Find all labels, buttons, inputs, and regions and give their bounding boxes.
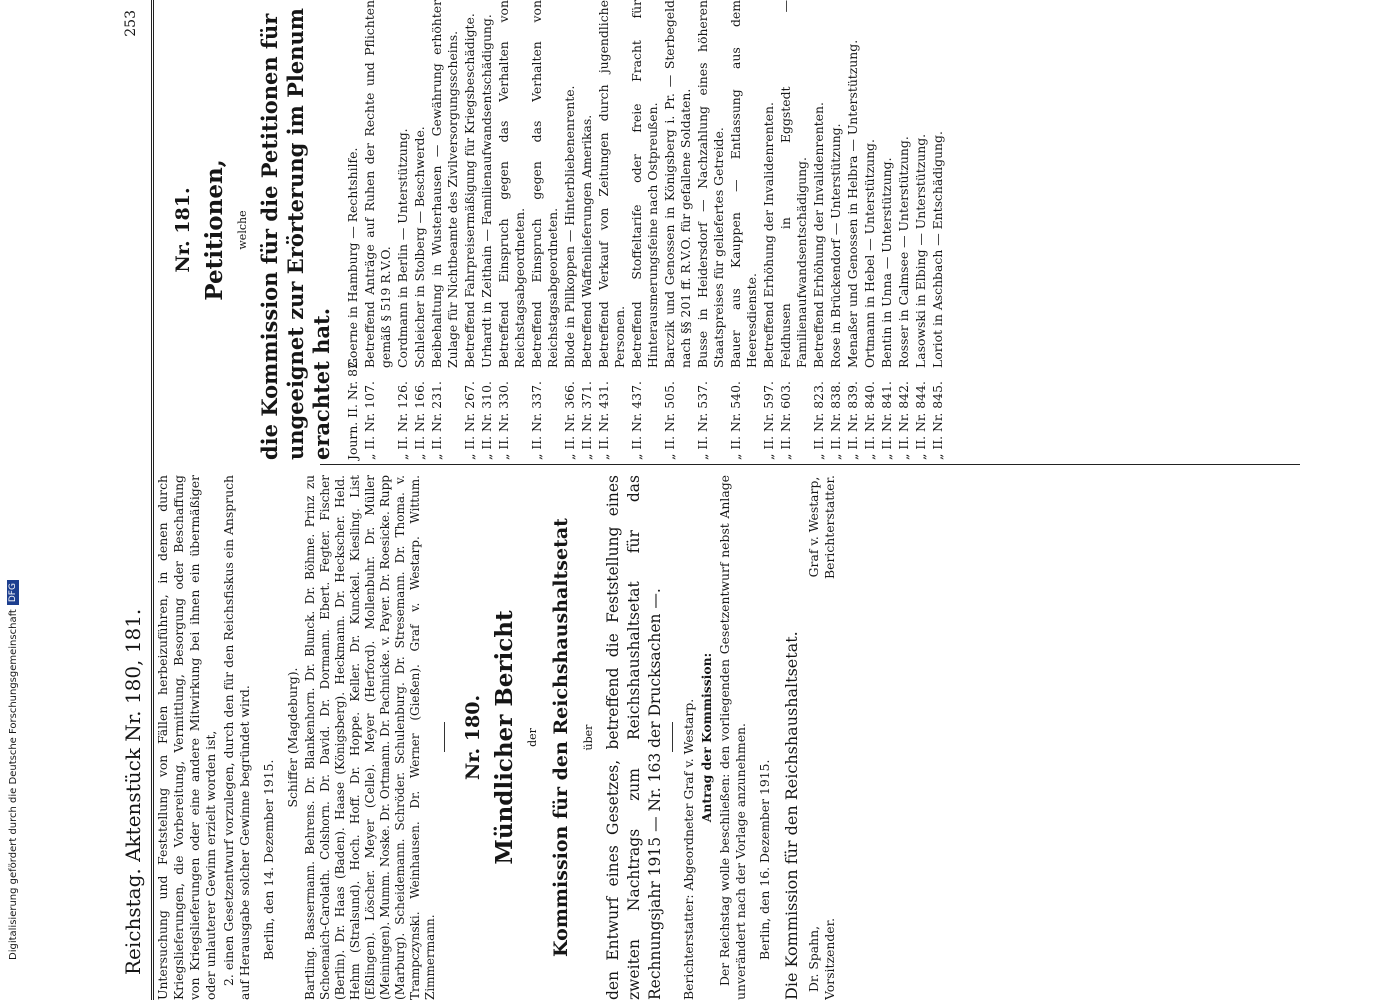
petition-text: Betreffend Waffenlieferungen Amerikas. xyxy=(579,114,594,368)
doc-181-title: Petitionen, xyxy=(201,159,228,301)
petition-row xyxy=(629,0,661,460)
petition-text: Betreffend Erhöhung der Invalidenrenten. xyxy=(811,102,826,368)
petition-text: Rose in Brückendorf — Unterstützung. xyxy=(828,123,843,368)
first-signer: Schiffer (Magdeburg). xyxy=(285,667,300,808)
petition-text: Menaßer und Genossen in Helbra — Unterstützung. xyxy=(845,39,860,368)
petition-row xyxy=(529,0,561,460)
petition-ref: „ II. Nr. 842. xyxy=(896,381,911,460)
petition-ref: „ II. Nr. 310. xyxy=(479,381,494,460)
scanned-page xyxy=(115,0,1340,1000)
petition-row xyxy=(496,0,528,460)
doc-180-title: Mündlicher Bericht xyxy=(491,610,518,865)
petition-text: Barczik und Genossen in Königsberg i. Pr. — Sterbegeld nach §§ 201 ff. R.V.O. für gefallene Soldaten. xyxy=(662,0,693,368)
doc-180-subject: den Entwurf eines Gesetzes, betreffend die Feststellung eines zweiten Nachtrags zum Reichshaushaltsetat für das Rechnungsjahr 1915 — Nr. 163 der Drucksachen —. xyxy=(604,475,664,1000)
chair-name: Dr. Spahn, xyxy=(806,925,821,992)
petition-ref: „ II. Nr. 603. xyxy=(778,381,793,460)
reporter-name: Graf v. Westarp, xyxy=(806,476,821,578)
petition-text: Goerne in Hamburg — Rechtshilfe. xyxy=(345,147,360,368)
petition-ref: „ II. Nr. 126. xyxy=(395,381,410,460)
petition-ref: „ II. Nr. 540. xyxy=(728,381,743,460)
petition-text: Betreffend Erhöhung der Invalidenrenten. xyxy=(761,102,776,368)
petition-row xyxy=(879,0,895,460)
petition-ref: „ II. Nr. 537. xyxy=(695,381,710,460)
petition-ref: „ II. Nr. 437. xyxy=(629,381,644,460)
petition-text: Bauer aus Kauppen — Entlassung aus dem Heeresdienste. xyxy=(728,0,759,368)
page-number: 253 xyxy=(123,10,139,37)
petition-row xyxy=(930,0,946,460)
petition-text: Rosser in Calmsee — Unterstützung. xyxy=(896,136,911,368)
petition-row xyxy=(479,0,495,460)
petition-row xyxy=(862,0,878,460)
petition-text: Busse in Heidersdorf — Nachzahlung eines höheren Staatspreises für geliefertes Getreide. xyxy=(695,0,726,368)
petition-text: Betreffend Einspruch gegen das Verhalten von Reichstagsabgeordneten. xyxy=(529,0,560,368)
petition-ref: „ II. Nr. 371. xyxy=(579,381,594,460)
petition-text: Cordmann in Berlin — Unterstützung. xyxy=(395,128,410,368)
petition-text: Betreffend Verkauf von Zeitungen durch jugendliche Personen. xyxy=(596,0,627,368)
doc-181-welche: welche xyxy=(236,210,249,250)
petition-ref: „ II. Nr. 166. xyxy=(412,381,427,460)
petition-ref: „ II. Nr. 366. xyxy=(562,381,577,460)
petition-row xyxy=(462,0,478,460)
petition-text: Beibehaltung in Wusterhausen — Gewährung erhöhter Zulage für Nichtbeamte des Zivilversorgungsscheins. xyxy=(429,0,460,368)
petition-row xyxy=(811,0,827,460)
doc-180-ueber: über xyxy=(582,724,595,751)
doc-181-heading: die Kommission für die Petitionen für ungeeignet zur Erörterung im Plenum erachtet hat. xyxy=(257,7,334,460)
signatures xyxy=(806,475,838,1000)
credit-text: Digitalisierung gefördert durch die Deutsche Forschungsgemeinschaft xyxy=(8,609,19,960)
doc-181-number: Nr. 181. xyxy=(172,187,194,273)
petition-ref: „ II. Nr. 840. xyxy=(862,381,877,460)
petition-text: Betreffend Stoffeltarife oder freie Fracht für Hinterausmerungsfeine nach Ostpreußen. xyxy=(629,0,660,368)
page-header xyxy=(115,0,150,1000)
column-divider xyxy=(320,464,1300,465)
doc-180-der: der xyxy=(526,728,539,747)
petition-ref: „ II. Nr. 844. xyxy=(913,381,928,460)
petition-text: Betreffend Anträge auf Ruhen der Rechte und Pflichten gemäß § 519 R.V.O. xyxy=(362,0,393,368)
petition-row xyxy=(778,0,810,460)
petition-ref: „ II. Nr. 839. xyxy=(845,381,860,460)
petition-ref: „ II. Nr. 597. xyxy=(761,381,776,460)
header-rule xyxy=(151,0,154,1000)
petition-row xyxy=(395,0,411,460)
petition-row xyxy=(579,0,595,460)
signature-chair xyxy=(806,918,838,1000)
petition-ref: „ II. Nr. 337. xyxy=(529,381,544,460)
petition-row xyxy=(596,0,628,460)
chair-role: Vorsitzender. xyxy=(822,917,837,1000)
petition-ref: „ II. Nr. 231. xyxy=(429,381,444,460)
petition-text: Urhardt in Zeithain — Familienaufwandsentschädigung. xyxy=(479,14,494,368)
intro-paragraph-1: Untersuchung und Feststellung von Fällen herbeizuführen, in denen durch Kriegslieferungen, die Vorbereitung, Vermittlung, Besorgung oder Beschaffung von Kriegslieferungen oder eine andere Mitwirkung bei ihnen ein übermäßiger oder unlauterer Gewinn erzielt worden ist, xyxy=(155,475,218,1000)
dfg-logo: DFG xyxy=(7,580,19,605)
column-nr-180 xyxy=(155,475,1295,1000)
petition-text: Feldhusen in Eggstedt — Familienaufwandsentschädigung. xyxy=(778,0,809,368)
doc-180-number: Nr. 180. xyxy=(462,694,484,781)
petition-text: Betreffend Einspruch gegen das Verhalten von Reichstagsabgeordneten. xyxy=(496,0,527,368)
petition-row xyxy=(429,0,461,460)
column-nr-181 xyxy=(155,0,1295,460)
motion-text: Der Reichstag wolle beschließen: den vorliegenden Gesetzentwurf nebst Anlage unverändert nach der Vorlage anzunehmen. xyxy=(717,475,748,1000)
signature-reporter xyxy=(806,475,838,579)
petition-row xyxy=(728,0,760,460)
signatory-list: Bartling. Bassermann. Behrens. Dr. Blankenhorn. Dr. Blunck. Dr. Böhme. Prinz zu Schoenaich-Carolath. Colshorn. Dr. David. Dr. Dormann. Ebert. Fegter. Fischer (Berlin). Dr. Haas (Baden). Haase (Königsberg). Heckmann. Dr. Heckscher. Held. Hehm (Stralsund). Hoch. Hoff. Dr. Hoppe. Keller. Dr. Kunckel. Kiesling. List (Eßlingen). Löscher. Meyer (Celle). Meyer (Herford). Mollenbuhr. Dr. Müller (Meiningen). Mumm. Noske. Dr. Ortmann. Dr. Pachnicke. v. Payer. Dr. Roesicke. Rupp (Marburg). Scheidemann. Schröder. Schulenburg. Dr. Stresemann. Dr. Thoma. v. Trampczynski. Weinhausen. Dr. Werner (Gießen). Graf v. Westarp. Wittum. Zimmermann. xyxy=(303,475,437,1000)
petition-row xyxy=(845,0,861,460)
petition-text: Bentin in Unna — Unterstützung. xyxy=(879,157,894,368)
separator xyxy=(444,723,445,753)
petition-text: Loriot in Aschbach — Entschädigung. xyxy=(930,131,945,368)
date-line-2: Berlin, den 16. Dezember 1915. xyxy=(757,759,772,960)
digitization-credit xyxy=(0,0,22,1000)
petition-ref: „ II. Nr. 505. xyxy=(662,381,677,460)
petition-ref: „ II. Nr. 838. xyxy=(828,381,843,460)
petition-ref: Journ. II. Nr. 82. xyxy=(345,357,360,460)
petition-row xyxy=(896,0,912,460)
page-header-title: Reichstag. Aktenstück Nr. 180, 181. xyxy=(121,608,145,975)
petition-ref: „ II. Nr. 431. xyxy=(596,381,611,460)
petition-row xyxy=(828,0,844,460)
petition-ref: „ II. Nr. 823. xyxy=(811,381,826,460)
petition-row xyxy=(412,0,428,460)
petition-ref: „ II. Nr. 845. xyxy=(930,381,945,460)
petition-row xyxy=(662,0,694,460)
petition-row xyxy=(345,0,361,460)
petition-row xyxy=(562,0,578,460)
petition-text: Lasowski in Elbing — Unterstützung. xyxy=(913,133,928,368)
separator-2 xyxy=(672,723,673,753)
petition-ref: „ II. Nr. 330. xyxy=(496,381,511,460)
petition-row xyxy=(695,0,727,460)
reporter-role: Berichterstatter. xyxy=(822,475,837,579)
petition-row xyxy=(913,0,929,460)
petition-ref: „ II. Nr. 107. xyxy=(362,381,377,460)
date-line-1: Berlin, den 14. Dezember 1915. xyxy=(261,759,276,960)
doc-180-commission: Kommission für den Reichshaushaltsetat xyxy=(550,518,572,957)
petition-list xyxy=(345,0,946,460)
intro-paragraph-2: 2. einen Gesetzentwurf vorzulegen, durch den für den Reichsfiskus ein Anspruch auf Herausgabe solcher Gewinne begründet wird. xyxy=(221,475,252,1000)
petition-text: Schleicher in Stolberg — Beschwerde. xyxy=(412,126,427,368)
motion-title: Antrag der Kommission: xyxy=(699,652,714,823)
reporter-line: Berichterstatter: Abgeordneter Graf v. Westarp. xyxy=(681,698,696,1000)
petition-text: Blode in Pillkoppen — Hinterbliebenenrente. xyxy=(562,85,577,368)
petition-text: Ortmann in Hebel — Unterstützung. xyxy=(862,139,877,368)
petition-row xyxy=(761,0,777,460)
petition-row xyxy=(362,0,394,460)
petition-text: Betreffend Fahrpreisermäßigung für Kriegsbeschädigte. xyxy=(462,13,477,368)
petition-ref: „ II. Nr. 841. xyxy=(879,381,894,460)
closing-line: Die Kommission für den Reichshaushaltsetat. xyxy=(782,631,801,1000)
petition-ref: „ II. Nr. 267. xyxy=(462,381,477,460)
